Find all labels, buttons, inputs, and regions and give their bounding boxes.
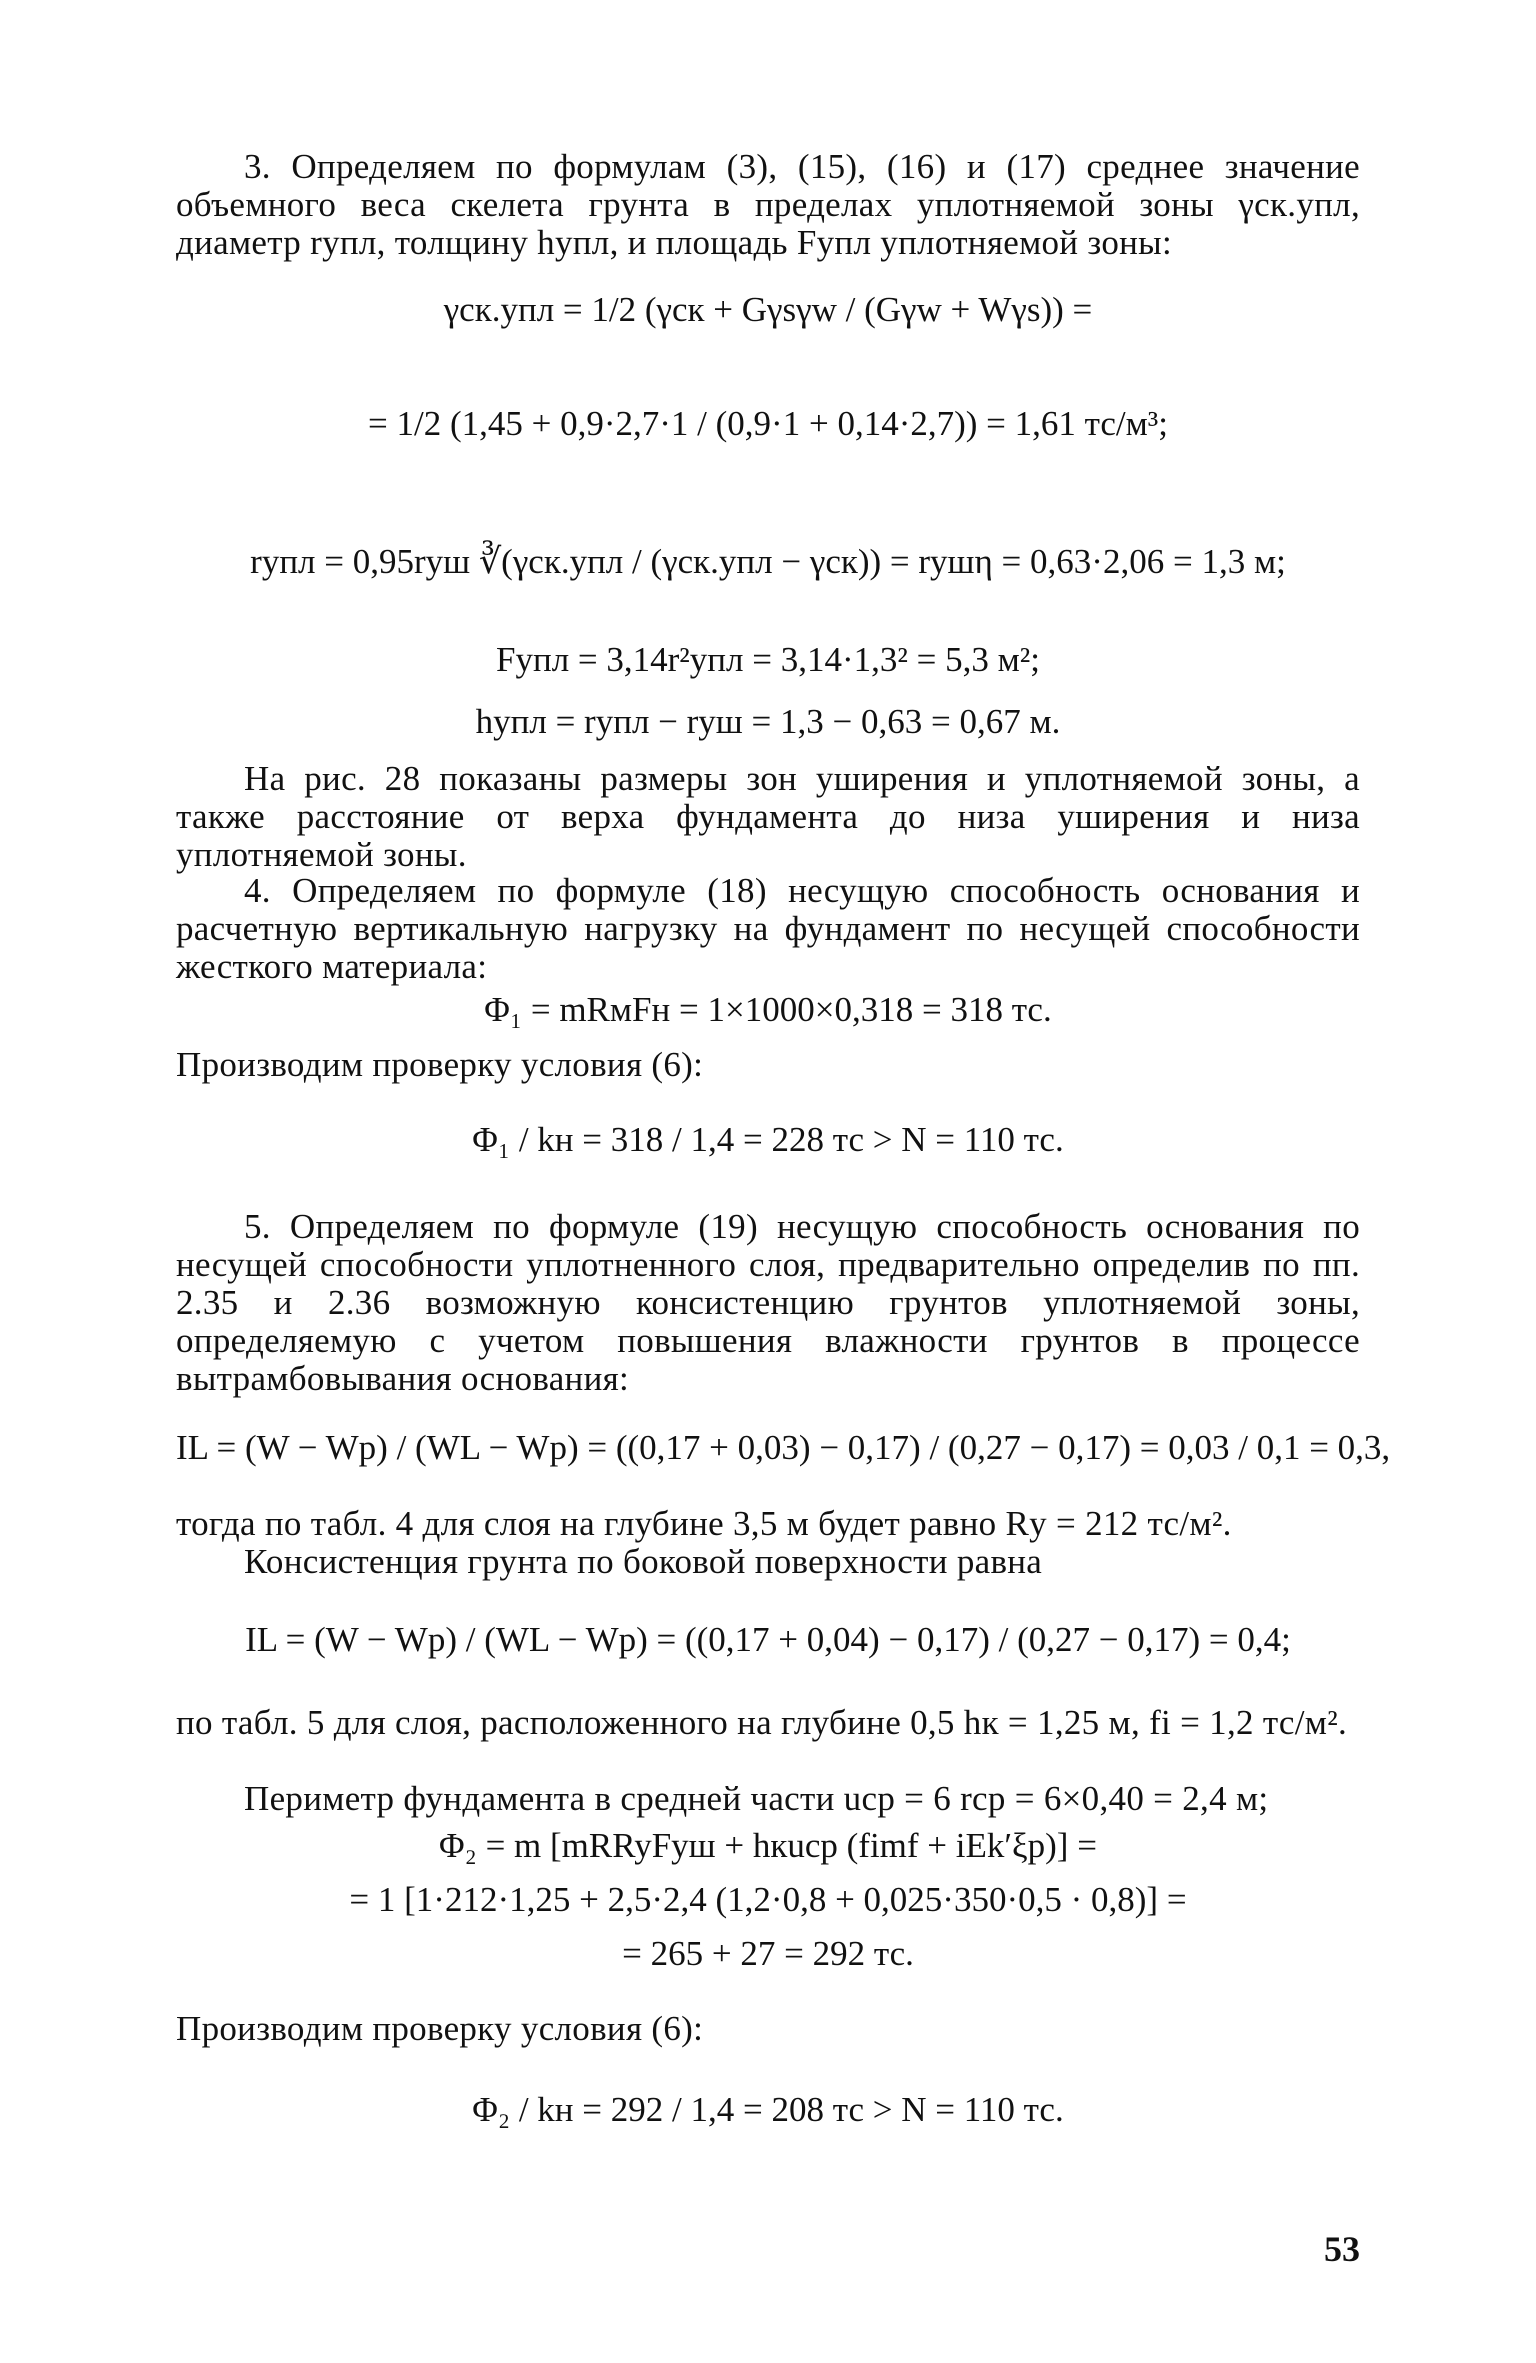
paragraph-step-5: 5. Определяем по формуле (19) несущую способность основания по несущей способности уплотненного слоя, предварительно определив по пп. 2.35 и 2.36 возможную консистенцию грунтов уплотняемой зоны, определяемую с учетом повышения влажности грунтов в процессе вытрамбовывания основания: — [176, 1207, 1360, 1398]
formula-il-side: IL = (W − Wp) / (WL − Wp) = ((0,17 + 0,04) − 0,17) / (0,27 − 0,17) = 0,4; — [245, 1620, 1291, 1659]
paragraph-step-3: 3. Определяем по формулам (3), (15), (16) и (17) среднее значение объемного веса скелета грунта в пределах уплотняемой зоны γск.упл, диаметр rупл, толщину hупл, и площадь Fупл уплотняемой зоны: — [176, 147, 1360, 262]
formula-il-base: IL = (W − Wp) / (WL − Wp) = ((0,17 + 0,03) − 0,17) / (0,27 − 0,17) = 0,03 / 0,1 = 0,3, — [176, 1428, 1391, 1467]
formula-phi2: Φ₂ = m [mRRyFуш + hкuср (fimf + iEk′ξp)] = — [439, 1826, 1097, 1865]
formula-h-upl: hупл = rупл − rуш = 1,3 − 0,63 = 0,67 м. — [475, 702, 1061, 741]
formula-phi2-substitution: = 1 [1·212·1,25 + 2,5·2,4 (1,2·0,8 + 0,025·350·0,5 · 0,8)] = — [349, 1880, 1187, 1919]
paragraph-figure-28: На рис. 28 показаны размеры зон уширения и уплотняемой зоны, а также расстояние от верха фундамента до низа уширения и низа уплотняемой зоны. — [176, 759, 1360, 874]
formula-check-phi1: Φ₁ / kн = 318 / 1,4 = 228 тс > N = 110 тс. — [472, 1120, 1064, 1159]
paragraph-perimeter: Периметр фундамента в средней части uср = 6 rср = 6×0,40 = 2,4 м; — [244, 1779, 1269, 1818]
paragraph-step-4: 4. Определяем по формуле (18) несущую способность основания и расчетную вертикальную нагрузку на фундамент по несущей способности жесткого материала: — [176, 871, 1360, 986]
formula-gamma-upl-value: = 1/2 (1,45 + 0,9·2,7·1 / (0,9·1 + 0,14·2,7)) = 1,61 тс/м³; — [368, 404, 1168, 443]
paragraph-consistency: Консистенция грунта по боковой поверхности равна — [244, 1542, 1043, 1581]
page-number: 53 — [1324, 2229, 1360, 2269]
formula-phi1: Φ₁ = mRмFн = 1×1000×0,318 = 318 тс. — [484, 990, 1052, 1029]
formula-gamma-upl: γск.упл = 1/2 (γск + Gγsγw / (Gγw + Wγs)) = — [443, 290, 1093, 329]
paragraph-table-5: по табл. 5 для слоя, расположенного на глубине 0,5 hк = 1,25 м, fi = 1,2 тс/м². — [176, 1703, 1348, 1742]
formula-r-upl: rупл = 0,95rуш ∛(γск.упл / (γск.упл − γск)) = rушη = 0,63·2,06 = 1,3 м; — [250, 542, 1286, 581]
formula-phi2-result: = 265 + 27 = 292 тс. — [622, 1934, 914, 1973]
paragraph-check-2: Производим проверку условия (6): — [176, 2009, 704, 2048]
paragraph-then-ry: тогда по табл. 4 для слоя на глубине 3,5 м будет равно Rу = 212 тс/м². — [176, 1504, 1232, 1543]
formula-check-phi2: Φ₂ / kн = 292 / 1,4 = 208 тс > N = 110 тс. — [472, 2090, 1064, 2129]
paragraph-check-1: Производим проверку условия (6): — [176, 1045, 704, 1084]
formula-f-upl: Fупл = 3,14r²упл = 3,14·1,3² = 5,3 м²; — [496, 640, 1040, 679]
